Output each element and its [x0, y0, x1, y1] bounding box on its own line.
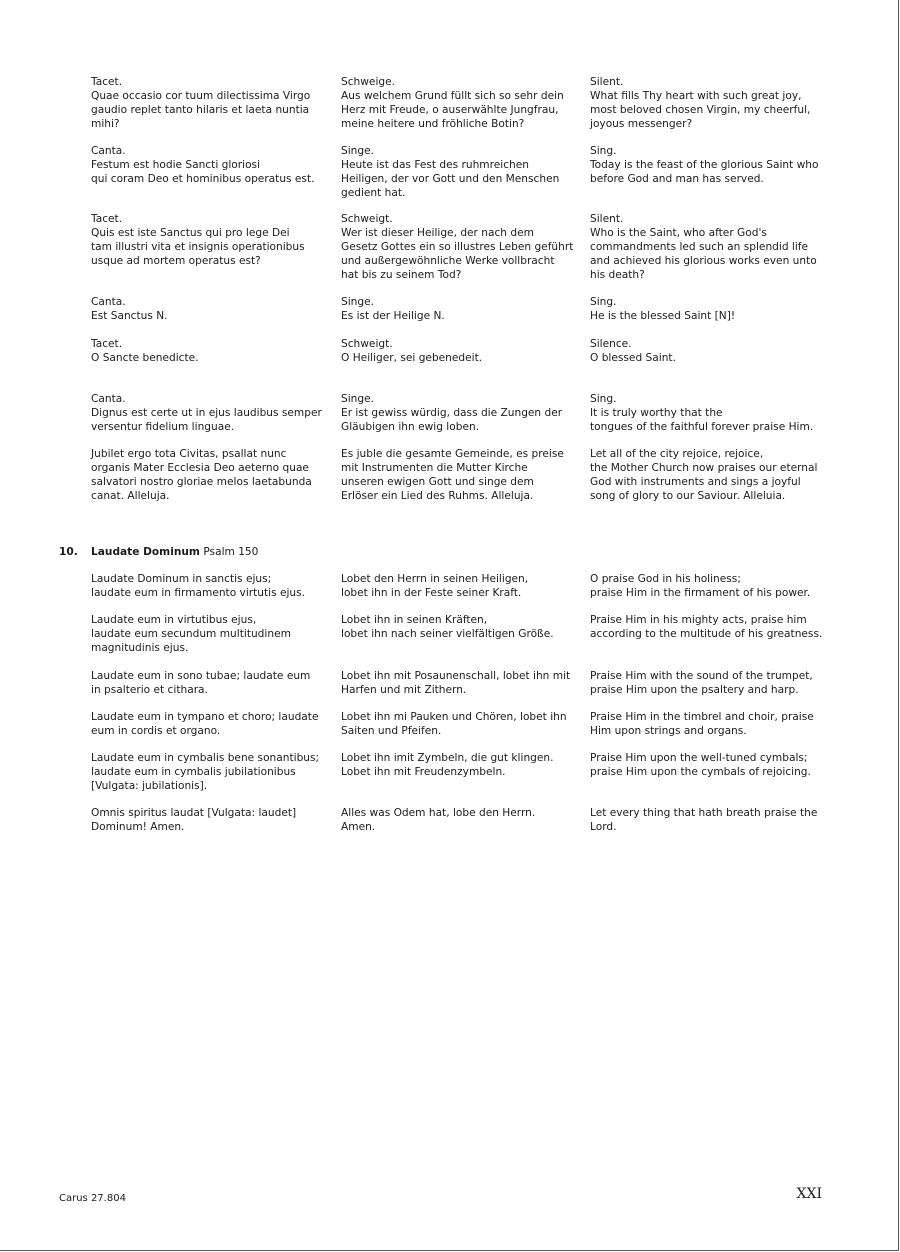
- latin-text: Tacet. O Sancte benedicte.: [91, 338, 199, 364]
- english-text: Let every thing that hath breath praise the Lord.: [590, 807, 818, 833]
- latin-text: Laudate eum in cymbalis bene sonantibus; laudate eum in cymbalis jubilationibus [Vulgata: jubilationis].: [91, 752, 320, 792]
- english-text: Sing. He is the blessed Saint [N]!: [590, 296, 736, 322]
- latin-text: Laudate eum in tympano et choro; laudate eum in cordis et organo.: [91, 711, 319, 737]
- section-subtitle: Psalm 150: [199, 546, 259, 558]
- german-text: Lobet ihn in seinen Kräften, lobet ihn nach seiner vielfältigen Größe.: [341, 614, 554, 640]
- german-text: Schweigt. O Heiliger, sei gebenedeit.: [341, 338, 483, 364]
- english-text: Silence. O blessed Saint.: [590, 338, 676, 364]
- german-text: Lobet den Herrn in seinen Heiligen, lobet ihn in der Feste seiner Kraft.: [341, 573, 529, 599]
- english-text: Sing. It is truly worthy that the tongues of the faithful forever praise Him.: [590, 393, 814, 433]
- latin-text: Canta. Est Sanctus N.: [91, 296, 168, 322]
- german-text: Schweige. Aus welchem Grund füllt sich so sehr dein Herz mit Freude, o auserwählte Jungfrau, meine heitere und fröhliche Botin?: [341, 76, 564, 130]
- english-text: Praise Him upon the well-tuned cymbals; praise Him upon the cymbals of rejoicing.: [590, 752, 811, 778]
- latin-text: Tacet. Quae occasio cor tuum dilectissima Virgo gaudio replet tanto hilaris et laeta nuntia mihi?: [91, 76, 311, 130]
- english-text: Praise Him with the sound of the trumpet, praise Him upon the psaltery and harp.: [590, 670, 813, 696]
- german-text: Singe. Er ist gewiss würdig, dass die Zungen der Gläubigen ihn ewig loben.: [341, 393, 563, 433]
- page-number: XXI: [796, 1186, 822, 1202]
- section-number: 10.: [59, 546, 78, 558]
- german-text: Lobet ihn mi Pauken und Chören, lobet ihn Saiten und Pfeifen.: [341, 711, 567, 737]
- latin-text: Canta. Dignus est certe ut in ejus laudibus semper versentur fidelium linguae.: [91, 393, 322, 433]
- section-heading: [91, 546, 258, 560]
- german-text: Singe. Es ist der Heilige N.: [341, 296, 445, 322]
- german-text: Lobet ihn imit Zymbeln, die gut klingen. Lobet ihn mit Freudenzymbeln.: [341, 752, 554, 778]
- latin-text: Laudate eum in virtutibus ejus, laudate eum secundum multitudinem magnitudinis ejus.: [91, 614, 291, 654]
- english-text: Silent. Who is the Saint, who after God's commandments led such an splendid life and achieved his glorious works even unto his death?: [590, 213, 817, 281]
- english-text: O praise God in his holiness; praise Him in the firmament of his power.: [590, 573, 811, 599]
- german-text: Alles was Odem hat, lobe den Herrn. Amen.: [341, 807, 536, 833]
- latin-text: Tacet. Quis est iste Sanctus qui pro lege Dei tam illustri vita et insignis operationibus usque ad mortem operatus est?: [91, 213, 305, 267]
- section-title: Laudate Dominum: [91, 546, 200, 558]
- latin-text: Laudate Dominum in sanctis ejus; laudate eum in firmamento virtutis ejus.: [91, 573, 306, 599]
- latin-text: Laudate eum in sono tubae; laudate eum in psalterio et cithara.: [91, 670, 311, 696]
- german-text: Lobet ihn mit Posaunenschall, lobet ihn mit Harfen und mit Zithern.: [341, 670, 571, 696]
- english-text: Let all of the city rejoice, rejoice, the Mother Church now praises our eternal God with instruments and sings a joyful song of glory to our Saviour. Alleluia.: [590, 448, 818, 502]
- english-text: Praise Him in his mighty acts, praise him according to the multitude of his greatness.: [590, 614, 823, 640]
- german-text: Singe. Heute ist das Fest des ruhmreichen Heiligen, der vor Gott und den Menschen gedient hat.: [341, 145, 560, 199]
- english-text: Sing. Today is the feast of the glorious Saint who before God and man has served.: [590, 145, 819, 185]
- german-text: Es juble die gesamte Gemeinde, es preise mit Instrumenten die Mutter Kirche unseren ewigen Gott und singe dem Erlöser ein Lied des Ruhms. Alleluja.: [341, 448, 564, 502]
- latin-text: Jubilet ergo tota Civitas, psallat nunc organis Mater Ecclesia Deo aeterno quae salvatori nostro gloriae melos laetabunda canat. Alleluja.: [91, 448, 312, 502]
- latin-text: Omnis spiritus laudat [Vulgata: laudet] Dominum! Amen.: [91, 807, 297, 833]
- german-text: Schweigt. Wer ist dieser Heilige, der nach dem Gesetz Gottes ein so illustres Leben geführt und außergewöhnliche Werke vollbracht hat bis zu seinem Tod?: [341, 213, 574, 281]
- latin-text: Canta. Festum est hodie Sancti gloriosi qui coram Deo et hominibus operatus est.: [91, 145, 315, 185]
- english-text: Silent. What fills Thy heart with such great joy, most beloved chosen Virgin, my cheerful, joyous messenger?: [590, 76, 811, 130]
- catalog-number: Carus 27.804: [59, 1193, 126, 1204]
- english-text: Praise Him in the timbrel and choir, praise Him upon strings and organs.: [590, 711, 814, 737]
